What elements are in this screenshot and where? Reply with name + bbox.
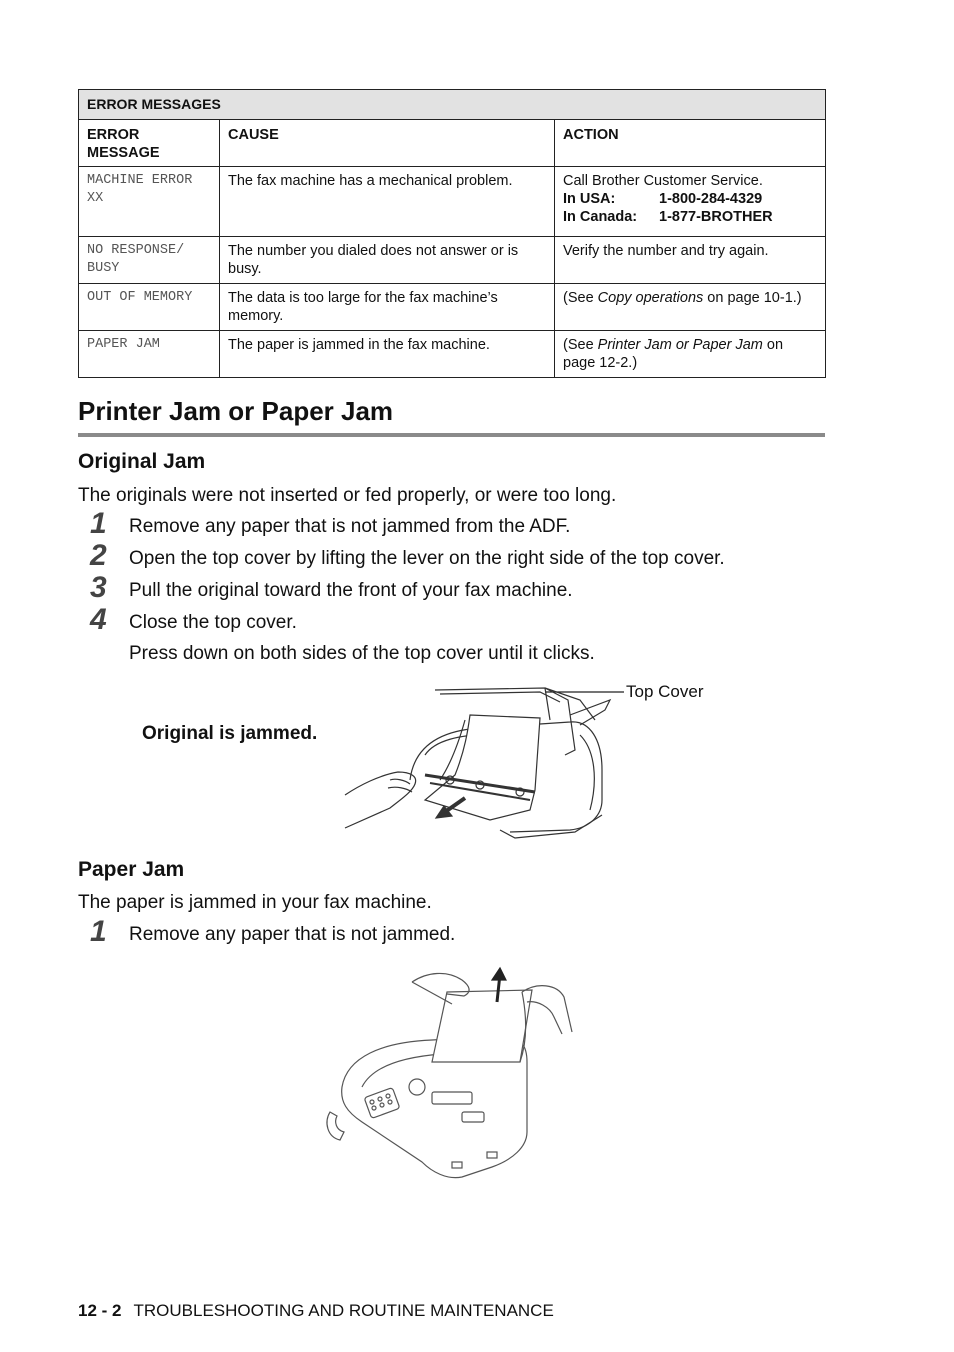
action-cell: Verify the number and try again. [555, 237, 826, 284]
cause-cell: The paper is jammed in the fax machine. [220, 331, 555, 378]
step-number: 3 [90, 571, 107, 604]
table-caption: ERROR MESSAGES [79, 90, 826, 120]
action-cell: (See Printer Jam or Paper Jam on page 12-2.) [555, 331, 826, 378]
usa-label: In USA: [563, 191, 616, 207]
figure-label: Original is jammed. [142, 723, 318, 744]
header-cause: CAUSE [220, 120, 555, 167]
cause-cell: The fax machine has a mechanical problem. [220, 167, 555, 237]
section-title: Printer Jam or Paper Jam [78, 396, 394, 426]
cross-reference: Copy operations [597, 290, 704, 306]
table-row [79, 237, 826, 284]
header-error-message: ERROR MESSAGE [79, 120, 220, 167]
step-text: Pull the original toward the front of your fax machine. [129, 580, 573, 601]
paper-jam-illustration [322, 962, 582, 1184]
cause-cell: The data is too large for the fax machine’s memory. [220, 284, 555, 331]
cross-reference: Printer Jam or Paper Jam [597, 337, 763, 353]
cause-cell: The number you dialed does not answer or is busy. [220, 237, 555, 284]
step-text: Remove any paper that is not jammed from the ADF. [129, 516, 571, 537]
table-row [79, 284, 826, 331]
usa-number: 1-800-284-4329 [659, 191, 763, 207]
table-row [79, 331, 826, 378]
table-row [79, 167, 826, 237]
step-number: 4 [90, 603, 107, 636]
original-jam-illustration [340, 680, 630, 840]
original-jam-intro: The originals were not inserted or fed properly, or were too long. [78, 485, 617, 506]
chapter-title: TROUBLESHOOTING AND ROUTINE MAINTENANCE [133, 1301, 554, 1320]
canada-number: 1-877-BROTHER [659, 209, 773, 225]
error-message-cell: PAPER JAM [79, 331, 220, 378]
step-text: Open the top cover by lifting the lever on the right side of the top cover. [129, 548, 725, 569]
top-cover-callout: Top Cover [626, 682, 704, 701]
error-messages-table [78, 89, 826, 378]
step-number: 1 [90, 915, 107, 948]
action-cell: Call Brother Customer Service. In USA: 1-800-284-4329 In Canada: 1-877-BROTHER [555, 167, 826, 237]
step-note: Press down on both sides of the top cover until it clicks. [129, 643, 595, 664]
canada-label: In Canada: [563, 209, 638, 225]
paper-jam-heading: Paper Jam [78, 858, 185, 881]
step-text: Remove any paper that is not jammed. [129, 924, 456, 945]
step-text: Close the top cover. [129, 612, 297, 633]
paper-jam-intro: The paper is jammed in your fax machine. [78, 892, 432, 913]
step-number: 1 [90, 507, 107, 540]
action-cell: (See Copy operations on page 10-1.) [555, 284, 826, 331]
error-message-cell: MACHINE ERROR XX [79, 167, 220, 237]
step-number: 2 [90, 539, 107, 572]
page-number: 12 - 2 [78, 1301, 122, 1320]
error-message-cell: NO RESPONSE/ BUSY [79, 237, 220, 284]
title-rule [78, 433, 825, 437]
header-action: ACTION [555, 120, 826, 167]
error-message-cell: OUT OF MEMORY [79, 284, 220, 331]
page-footer [78, 1301, 554, 1321]
original-jam-heading: Original Jam [78, 450, 206, 473]
